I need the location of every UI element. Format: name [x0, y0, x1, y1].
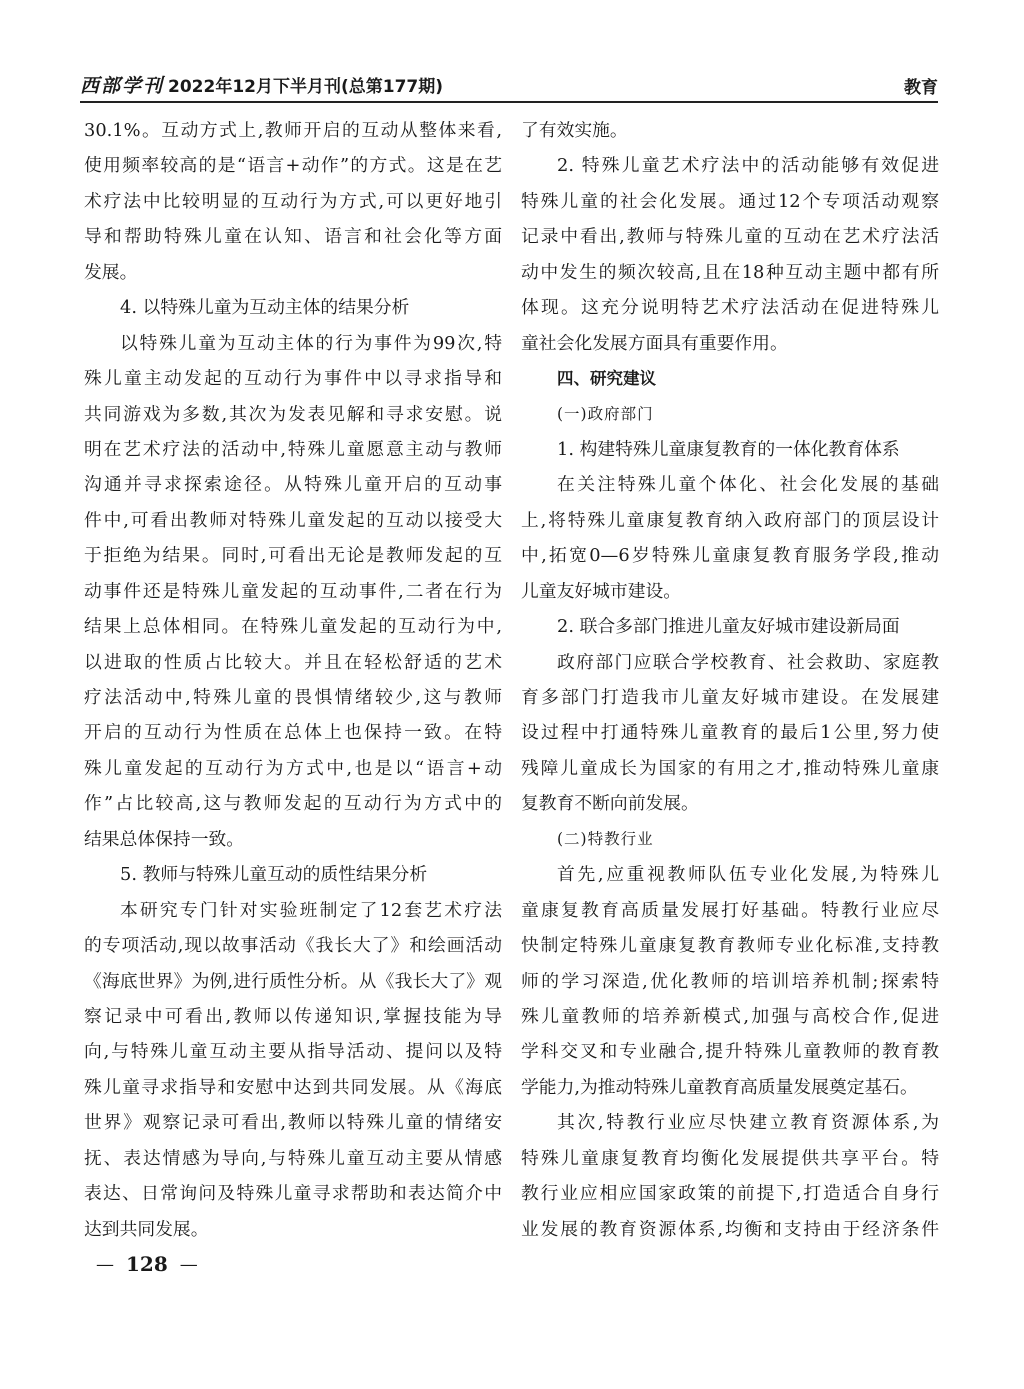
text-line: 察记录中可看出,教师以传递知识,掌握技能为导	[84, 1005, 502, 1027]
text-line: 学科交叉和专业融合,提升特殊儿童教师的教育教	[521, 1041, 939, 1063]
text-line: 殊儿童教师的培养新模式,加强与高校合作,促进	[521, 1005, 939, 1027]
text-line: 以进取的性质占比较大。并且在轻松舒适的艺术	[84, 651, 502, 673]
text-line: 术疗法中比较明显的互动行为方式,可以更好地引	[84, 190, 502, 212]
text-line: 件中,可看出教师对特殊儿童发起的互动以接受大	[84, 509, 502, 531]
text-line: 明在艺术疗法的活动中,特殊儿童愿意主动与教师	[84, 438, 502, 460]
text-line: 结果上总体相同。在特殊儿童发起的互动行为中,	[84, 616, 502, 638]
text-line: 本研究专门针对实验班制定了12套艺术疗法	[120, 899, 502, 921]
left-column	[84, 113, 502, 1253]
footer-dash-left: —	[96, 1253, 114, 1275]
text-line: 了有效实施。	[521, 120, 628, 141]
text-line: 向,与特殊儿童互动主要从指导活动、提问以及特	[84, 1041, 502, 1063]
text-line: 动中发生的频次较高,且在18种互动主题中都有所	[521, 261, 939, 283]
header-rule	[80, 101, 938, 103]
right-column	[521, 113, 939, 1253]
running-header	[80, 60, 938, 98]
text-line: 殊儿童主动发起的互动行为事件中以寻求指导和	[84, 368, 502, 390]
journal-info	[80, 71, 443, 98]
text-line: 政府部门应联合学校教育、社会救助、家庭教	[557, 651, 939, 673]
text-line: 2. 联合多部门推进儿童友好城市建设新局面	[557, 616, 900, 638]
page-number: 128	[126, 1252, 168, 1276]
text-line: 动事件还是特殊儿童发起的互动事件,二者在行为	[84, 580, 502, 602]
text-line: 共同游戏为多数,其次为发表见解和寻求安慰。说	[84, 403, 502, 425]
text-line: 疗法活动中,特殊儿童的畏惧情绪较少,这与教师	[84, 687, 502, 708]
text-line: 殊儿童寻求指导和安慰中达到共同发展。从《海底	[84, 1076, 502, 1098]
text-line: 导和帮助特殊儿童在认知、语言和社会化等方面	[84, 226, 502, 248]
text-line: 世界》观察记录可看出,教师以特殊儿童的情绪安	[84, 1112, 502, 1134]
text-line: 《海底世界》为例,进行质性分析。从《我长大了》观	[84, 970, 502, 992]
text-line	[521, 1247, 939, 1253]
text-line: 残障儿童成长为国家的有用之才,推动特殊儿童康	[521, 757, 939, 779]
text-line: 使用频率较高的是“语言+动作”的方式。这是在艺	[84, 155, 502, 177]
text-line: 业发展的教育资源体系,均衡和支持由于经济条件	[521, 1218, 939, 1240]
text-line: 开启的互动行为性质在总体上也保持一致。在特	[84, 722, 502, 744]
text-line: 育多部门打造我市儿童友好城市建设。在发展建	[521, 687, 939, 708]
text-line: 抚、表达情感为导向,与特殊儿童互动主要从情感	[84, 1147, 502, 1169]
text-line: 教行业应相应国家政策的前提下,打造适合自身行	[521, 1183, 939, 1205]
text-line: 童社会化发展方面具有重要作用。	[521, 332, 788, 354]
text-line: 记录中看出,教师与特殊儿童的互动在艺术疗法活	[521, 226, 939, 248]
text-line: 设过程中打通特殊儿童教育的最后1公里,努力使	[521, 722, 939, 744]
text-line: 师的学习深造,优化教师的培训培养机制;探索特	[521, 970, 939, 992]
footer-dash-right: —	[179, 1253, 198, 1275]
text-line: (一)政府部门	[557, 404, 654, 423]
text-line: 复教育不断向前发展。	[521, 793, 699, 815]
text-line: 其次,特教行业应尽快建立教育资源体系,为	[557, 1112, 939, 1134]
issue-info: 2022年12月下半月刊(总第177期)	[168, 77, 444, 97]
text-line: 在关注特殊儿童个体化、社会化发展的基础	[557, 474, 939, 496]
text-line: 殊儿童发起的互动行为方式中,也是以“语言+动	[84, 757, 502, 779]
text-line: 首先,应重视教师队伍专业化发展,为特殊儿	[557, 864, 939, 886]
text-line: 4. 以特殊儿童为互动主体的结果分析	[120, 297, 410, 319]
text-line: 作”占比较高,这与教师发起的互动行为方式中的	[84, 793, 502, 815]
text-line: 以特殊儿童为互动主体的行为事件为99次,特	[120, 332, 502, 354]
text-line: 5. 教师与特殊儿童互动的质性结果分析	[120, 864, 428, 886]
text-line: 体现。这充分说明特艺术疗法活动在促进特殊儿	[521, 297, 939, 319]
text-line: 发展。	[84, 261, 138, 283]
text-line: 30.1%。互动方式上,教师开启的互动从整体来看,	[84, 120, 502, 141]
text-line: 上,将特殊儿童康复教育纳入政府部门的顶层设计	[521, 509, 939, 531]
text-line: 学能力,为推动特殊儿童教育高质量发展奠定基石。	[521, 1076, 918, 1098]
text-line: 的专项活动,现以故事活动《我长大了》和绘画活动	[84, 935, 502, 957]
text-line: 达到共同发展。	[84, 1218, 209, 1240]
text-line: 2. 特殊儿童艺术疗法中的活动能够有效促进	[557, 155, 939, 177]
text-line: 儿童友好城市建设。	[521, 580, 682, 602]
text-line: 特殊儿童康复教育均衡化发展提供共享平台。特	[521, 1147, 939, 1169]
text-line: 沟通并寻求探索途径。从特殊儿童开启的互动事	[84, 474, 502, 496]
text-line: 中,拓宽0—6岁特殊儿童康复教育服务学段,推动	[521, 545, 939, 567]
text-line: 表达、日常询问及特殊儿童寻求帮助和表达简介中	[84, 1183, 502, 1205]
text-line: 结果总体保持一致。	[84, 828, 245, 850]
text-line: 童康复教育高质量发展打好基础。特教行业应尽	[521, 899, 939, 921]
text-line: 特殊儿童的社会化发展。通过12个专项活动观察	[521, 190, 939, 212]
text-line: 1. 构建特殊儿童康复教育的一体化教育体系	[557, 438, 900, 460]
section-label: 教育	[904, 78, 938, 98]
page-footer	[96, 1252, 198, 1276]
text-line: 于拒绝为结果。同时,可看出无论是教师发起的互	[84, 545, 502, 567]
journal-logo: 西部学刊	[80, 75, 165, 97]
text-line: 四、研究建议	[557, 369, 656, 389]
text-line: (二)特教行业	[557, 829, 654, 848]
text-line: 快制定特殊儿童康复教育教师专业化标准,支持教	[521, 935, 939, 957]
